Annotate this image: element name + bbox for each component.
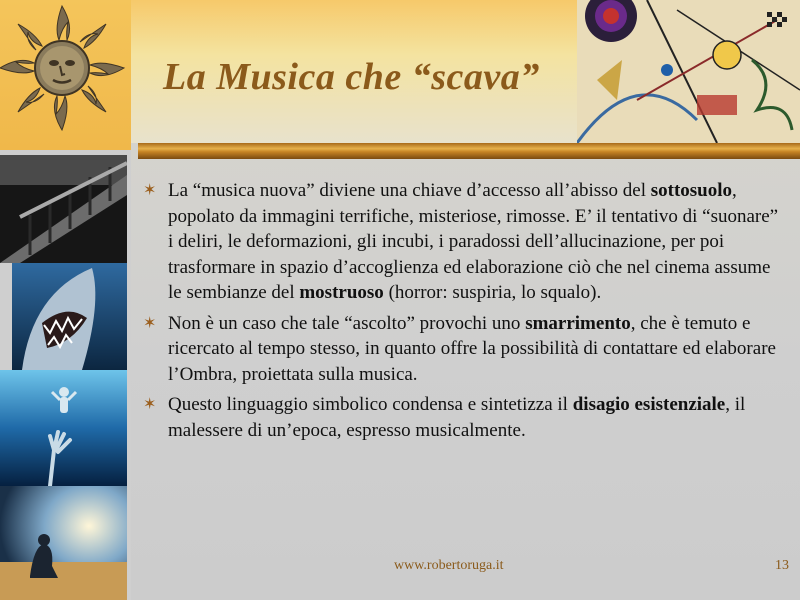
drowning-image	[0, 370, 127, 486]
slide-body	[145, 178, 787, 448]
bullet-item	[145, 178, 787, 306]
bullet-text: (horror: suspiria, lo squalo).	[383, 282, 602, 303]
kandinsky-image	[577, 0, 800, 143]
staircase-image	[0, 155, 127, 263]
bullet-text: Questo linguaggio simbolico condensa e sintetizza il	[168, 394, 573, 415]
bullet-text: , che è temuto e ricercato al tempo stesso, in quanto offre la possibilità di contattare ed elaborare l’Ombra, proiettata sulla musica.	[168, 312, 776, 385]
sun-panel	[0, 0, 131, 150]
slide-number: 13	[775, 558, 789, 573]
sun-icon	[0, 0, 131, 150]
header-divider	[138, 143, 800, 159]
bullet-keyword: sottosuolo	[650, 180, 733, 201]
bullet-item	[145, 311, 787, 388]
slide-title: La Musica che “scava”	[163, 56, 540, 98]
bullet-star-icon: ✶	[143, 314, 157, 332]
bullet-star-icon: ✶	[143, 182, 157, 199]
bullet-text: La “musica nuova” diviene una chiave d’accesso all’abisso del	[168, 180, 651, 201]
bullet-text: , popolato da immagini terrifiche, misteriose, rimosse. E’ il tentativo di “suonare” i deliri, le deformazioni, gli incubi, i paradossi dell’allucinazione, per poi trasformare in spazio d’accoglienza ed elaborazione ciò che nel cinema assume le sembianze del	[168, 180, 779, 303]
footer-website: www.robertoruga.it	[394, 558, 504, 573]
bullet-text: Non è un caso che tale “ascolto” provochi uno	[168, 312, 526, 334]
bullet-item	[145, 392, 787, 443]
bullet-star-icon: ✶	[143, 396, 157, 413]
bullet-keyword: disagio esistenziale	[572, 394, 726, 415]
lonely-figure-image	[0, 486, 127, 600]
shark-image	[12, 263, 127, 370]
bullet-text: , il malessere di un’epoca, espresso musicalmente.	[168, 394, 746, 441]
bullet-keyword: mostruoso	[299, 282, 384, 303]
bullet-keyword: smarrimento	[525, 312, 631, 334]
